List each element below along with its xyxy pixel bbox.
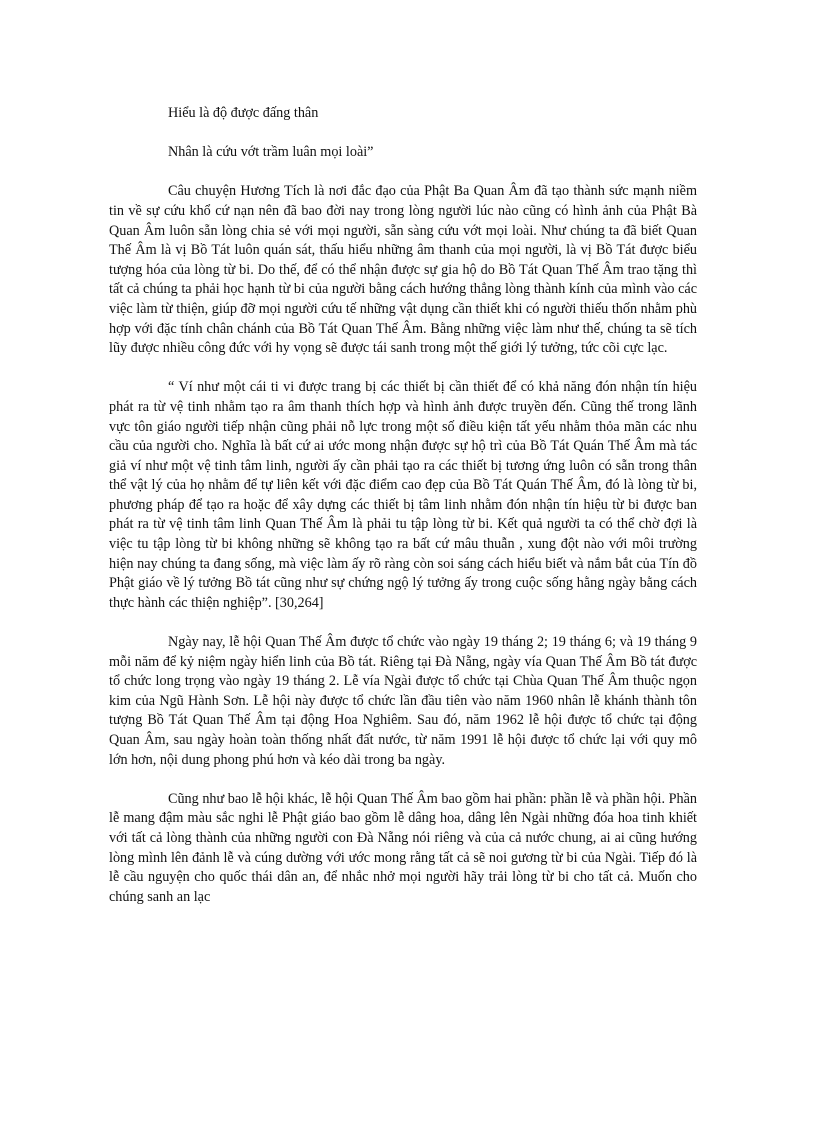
verse-line: Hiểu là độ được đấng thân bbox=[168, 105, 319, 121]
quote-paragraph: “ Ví như một cái ti vi được trang bị các thiết bị cần thiết để có khả năng đón nhận tín hiệu phát ra từ vệ tinh nhằm tạo ra âm thanh thích hợp và hình ảnh được truyền đến. Cũng thế trong lãnh vực tôn giáo người tiếp nhận cũng phải nỗ lực trong một số điều kiện tất yếu nhằm thỏa mãn các nhu cầu của người cho. Nghĩa là bất cứ ai ước mong nhận được sự hộ trì của Bồ Tát Quán Thế Âm mà tác giả ví như một vệ tinh tâm linh, người ấy cần phải tạo ra các thiết bị tương ứng luôn có sẵn trong thân thể vật lý của họ nhằm để tự liên kết với đặc điểm cao đẹp của Bồ Tát Quán Thế Âm, đó là lòng từ bi, phương pháp để tạo ra hoặc để xây dựng các thiết bị tâm linh nhằm đón nhận tín hiệu từ bi được ban phát ra từ vệ tinh tâm linh Quan Thế Âm là phải tu tập lòng từ bi. Kết quả người ta có thể chờ đợi là việc tu tập lòng từ bi không những sẽ không tạo ra bất cứ mâu thuẫn , xung đột nào với môi trường hiện nay chúng ta đang sống, mà việc làm ấy rõ ràng còn soi sáng cách hiểu biết và nắm bắt của Tín đồ Phật giáo về lý tưởng Bồ tát cũng như sự chứng ngộ lý tưởng ấy trong cuộc sống hằng ngày bằng cách thực hành các thiện nghiệp”. [30,264] bbox=[109, 379, 697, 611]
body-paragraph: Cũng như bao lễ hội khác, lễ hội Quan Thế Âm bao gồm hai phần: phần lễ và phần hội. Phần lễ mang đậm màu sắc nghi lễ Phật giáo bao gồm lễ dâng hoa, dâng lên Ngài những đóa hoa tinh khiết với tất cả lòng thành của những người con Đà Nẵng nói riêng và của cả nước chung, ai ai cũng hướng lòng mình lên đảnh lễ và cúng dường với ước mong rằng tất cả sẽ noi gương từ bi của Ngài. Tiếp đó là lễ cầu nguyện cho quốc thái dân an, để nhắc nhở mọi người hãy trải lòng từ bi cho tất cả. Muốn cho chúng sanh an lạc bbox=[109, 790, 697, 905]
body-paragraph: Câu chuyện Hương Tích là nơi đắc đạo của Phật Ba Quan Âm đã tạo thành sức mạnh niềm tin về sự cứu khổ cứ nạn nên đã bao đời nay trong lòng người lúc nào cũng có hình ảnh của Phật Bà Quan Âm luôn sẵn lòng chia sẻ với mọi người, sẵn sàng cứu vớt mọi loài. Như chúng ta đã biết Quan Thế Âm là vị Bồ Tát luôn quán sát, thấu hiểu những âm thanh của mọi người, là vị Bồ Tát được biểu tượng hóa của lòng từ bi. Do thế, để có thể nhận được sự gia hộ do Bồ Tát Quan Thế Âm trao tặng thì tất cả chúng ta phải học hạnh từ bi của người bằng cách hướng thẳng lòng thành kính của mình vào các việc làm từ thiện, giúp đỡ mọi người cứu tế những vật dụng cần thiết khi có người thiếu thốn nhằm phù hợp với đặc tính chân chánh của Bồ Tát Quan Thế Âm. Bằng những việc làm như thế, chúng ta sẽ tích lũy được nhiều công đức với hy vọng sẽ được tái sanh trong một thế giới lý tưởng, tức cõi cực lạc. bbox=[109, 183, 697, 357]
document-page bbox=[109, 104, 697, 907]
verse-line: Nhân là cứu vớt trầm luân mọi loài” bbox=[168, 144, 374, 161]
body-paragraph: Ngày nay, lễ hội Quan Thế Âm được tổ chức vào ngày 19 tháng 2; 19 tháng 6; và 19 tháng 9 mỗi năm để kỷ niệm ngày hiển linh của Bồ tát. Riêng tại Đà Nẵng, ngày vía Quan Thế Âm Bồ tát được tổ chức long trọng vào ngày 19 tháng 2. Lễ vía Ngài được tổ chức tại Chùa Quan Thế Âm thuộc ngọn kim của Ngũ Hành Sơn. Lễ hội này được tổ chức lần đầu tiên vào năm 1960 nhân lễ khánh thành tôn tượng Bồ Tát Quan Thế Âm tại động Hoa Nghiêm. Sau đó, năm 1962 lễ hội được tổ chức tại động Quan Âm, sau ngày hoàn toàn thống nhất đất nước, từ năm 1991 lễ hội được tổ chức lại với quy mô lớn hơn, nội dung phong phú hơn và kéo dài trong ba ngày. bbox=[109, 634, 697, 768]
